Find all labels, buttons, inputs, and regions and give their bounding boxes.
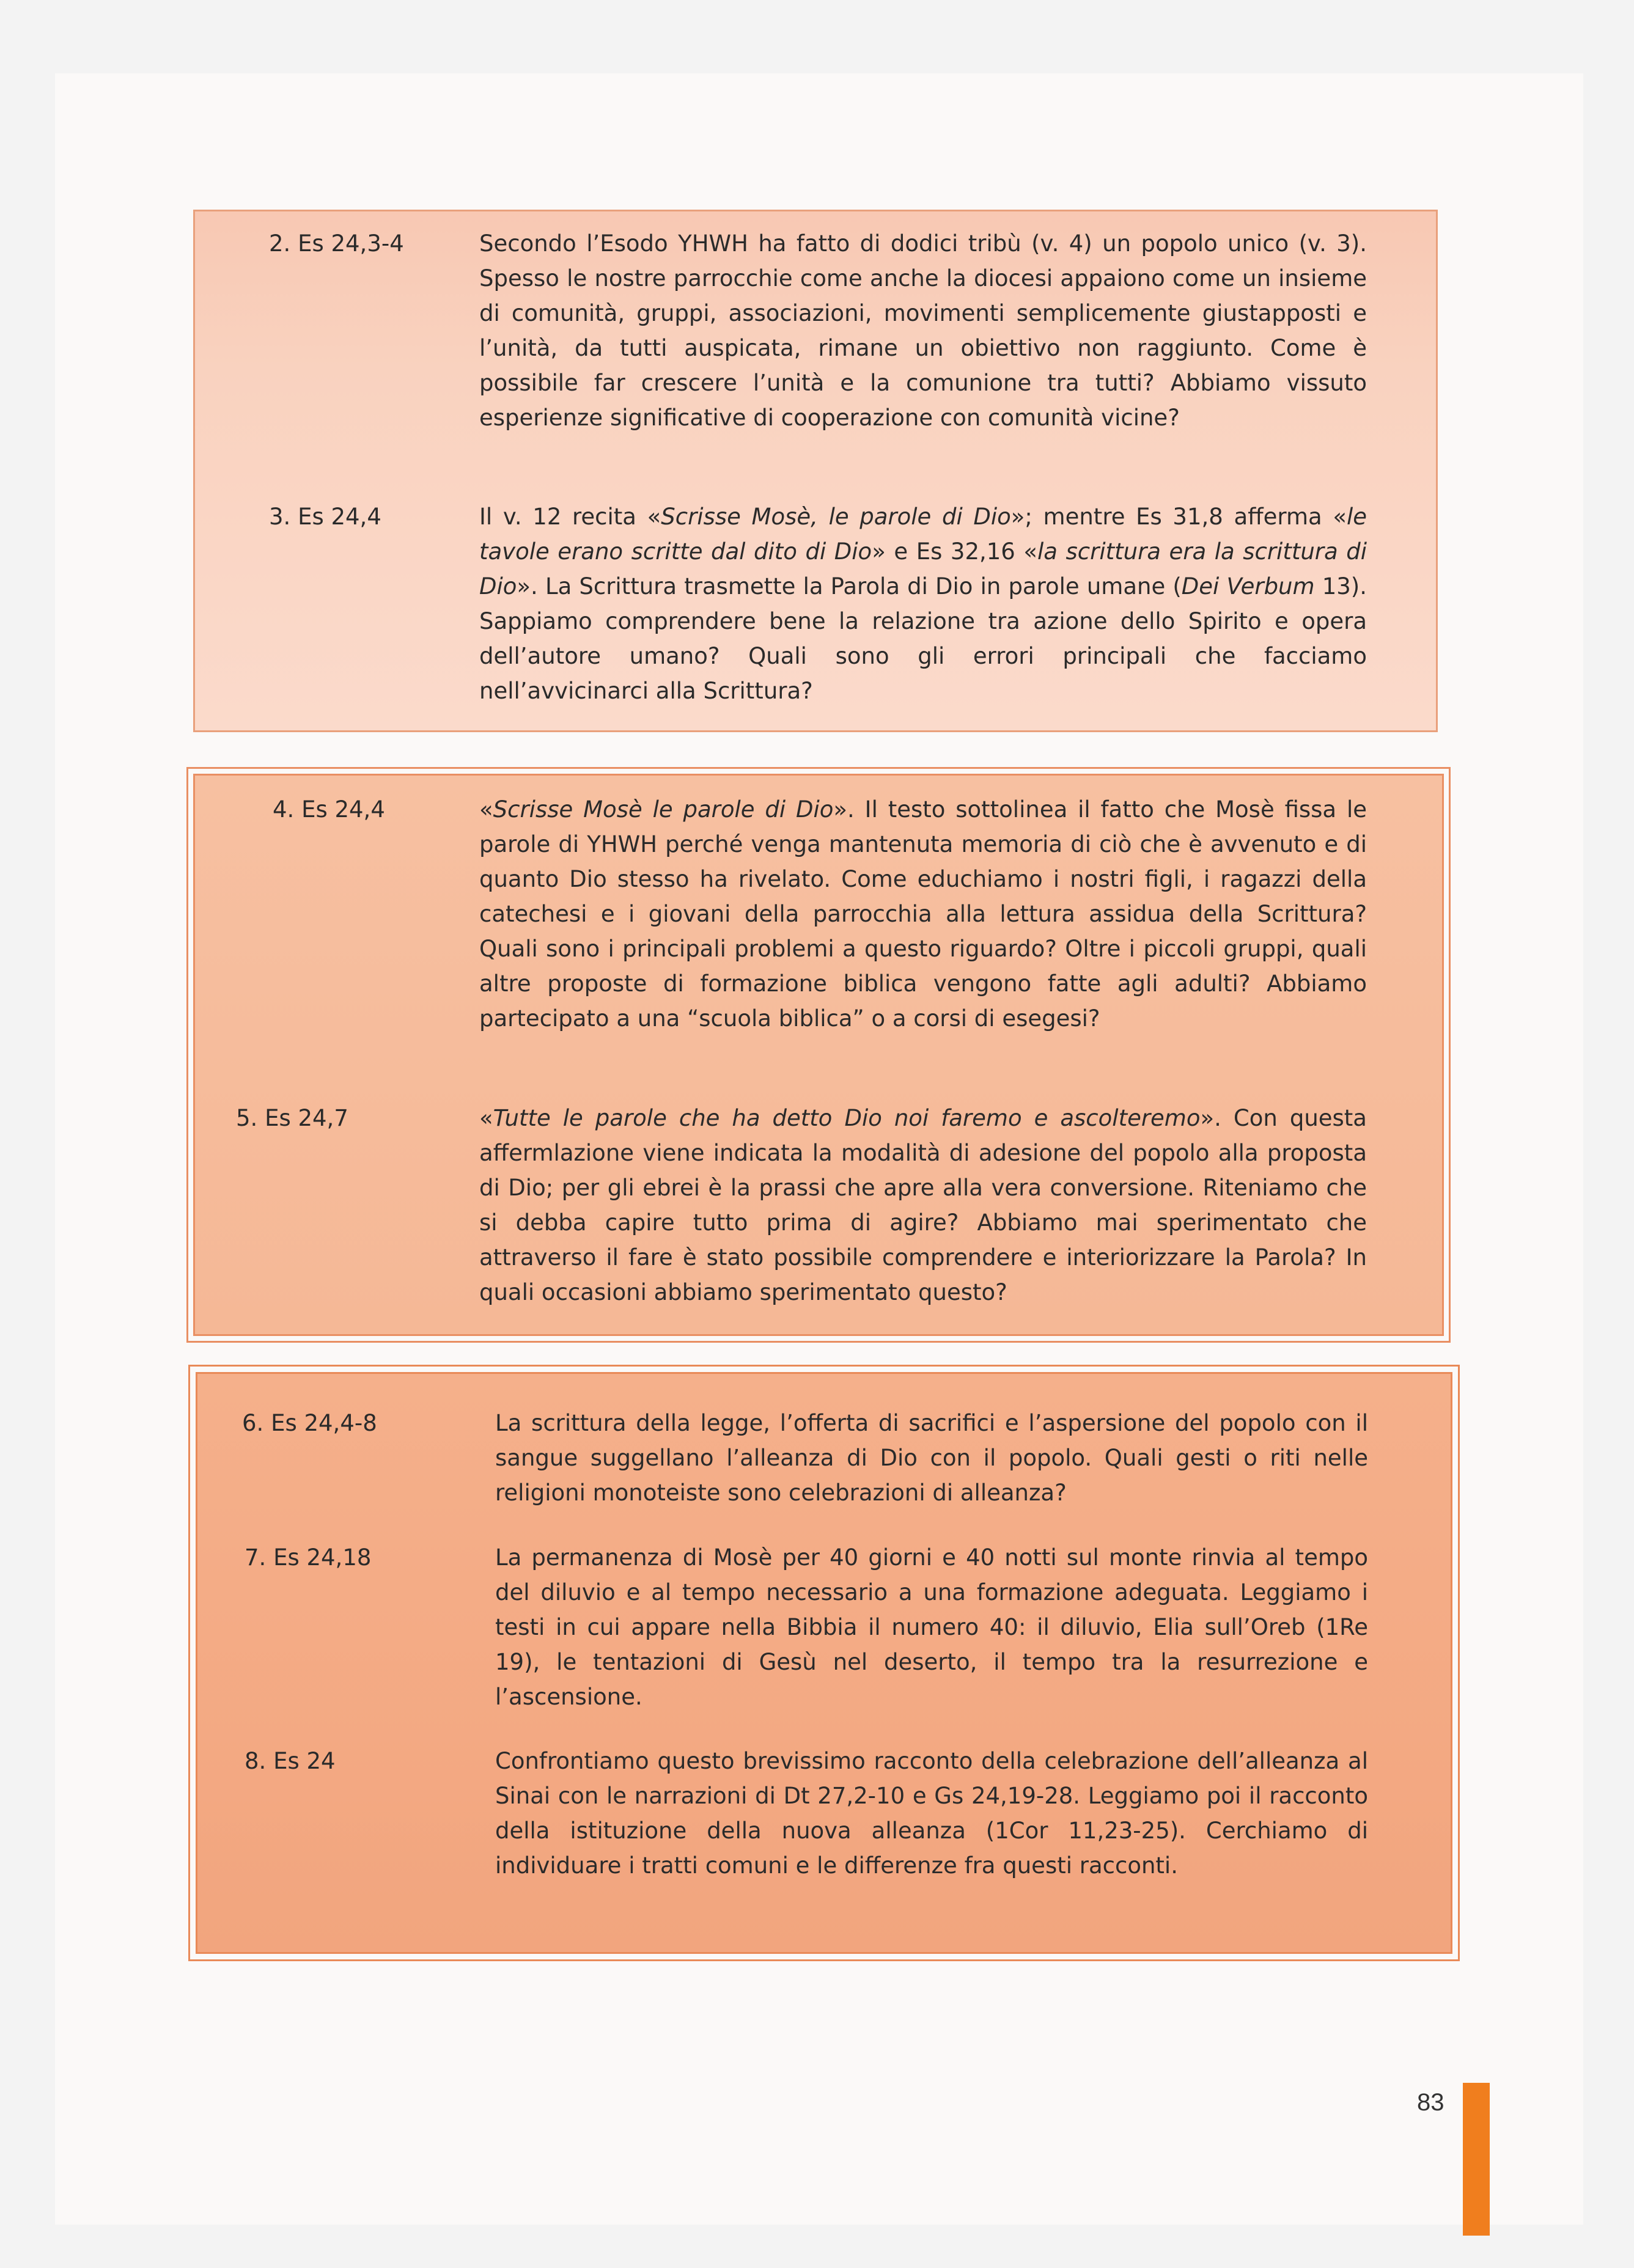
item-text <box>479 499 1367 708</box>
item-label: 2. Es 24,3-4 <box>269 230 404 257</box>
page-accent-bar <box>1463 2083 1490 2236</box>
item-label: 4. Es 24,4 <box>273 796 385 823</box>
italic-quote: Tutte le parole che ha detto Dio noi faremo e ascolteremo <box>493 1105 1201 1131</box>
text-run: « <box>479 796 493 823</box>
text-run: » e Es 32,16 « <box>872 538 1038 565</box>
item-text <box>479 1101 1367 1310</box>
italic-quote: Scrisse Mosè, le parole di Dio <box>661 504 1011 530</box>
italic-quote: Dei Verbum <box>1181 573 1315 600</box>
item-text: Secondo l’Esodo YHWH ha fatto di dodici tribù (v. 4) un popolo unico (v. 3). Spesso le nostre parrocchie come anche la diocesi appaiono come un insieme di comunità, gruppi, associazioni, movimenti semplicemente giustapposti e l’unità, da tutti auspicata, rimane un obiettivo non raggiunto. Come è possibile far crescere l’unità e la comunione tra tutti? Abbiamo vissuto esperienze significative di cooperazione con comunità vicine? <box>479 230 1367 431</box>
text-run: ». Il testo sottolinea il fatto che Mosè fissa le parole di YHWH perché venga mantenuta memoria di ciò che è avvenuto e di quanto Dio stesso ha rivelato. Come educhiamo i nostri figli, i ragazzi della catechesi e i giovani della parrocchia alla lettura assidua della Scrittura? Quali sono i principali problemi a questo riguardo? Oltre i piccoli gruppi, quali altre proposte di formazione biblica vengono fatte agli adulti? Abbiamo partecipato a una “scuola biblica” o a corsi di esegesi? <box>479 796 1367 1032</box>
text-run: ». Con questa affermlazione viene indicata la modalità di adesione del popolo alla proposta di Dio; per gli ebrei è la prassi che apre alla vera conversione. Riteniamo che si debba capire tutto prima di agire? Abbiamo mai sperimentato che attraverso il fare è stato possibile comprendere e interiorizzare la Parola? In quali occasioni abbiamo sperimentato questo? <box>479 1105 1367 1305</box>
text-run: ». La Scrittura trasmette la Parola di Dio in parole umane ( <box>517 573 1182 600</box>
item-label: 8. Es 24 <box>245 1748 336 1774</box>
item-text <box>479 792 1367 1036</box>
page-number: 83 <box>1417 2089 1444 2116</box>
item-text: La permanenza di Mosè per 40 giorni e 40 notti sul monte rinvia al tempo del diluvio e al tempo necessario a una formazione adeguata. Leggiamo i testi in cui appare nella Bibbia il numero 40: il diluvio, Elia sull’Oreb (1Re 19), le tentazioni di Gesù nel deserto, il tempo tra la resurrezione e l’ascensione. <box>495 1544 1368 1710</box>
item-label: 7. Es 24,18 <box>245 1544 372 1571</box>
item-label: 3. Es 24,4 <box>269 504 381 530</box>
italic-quote: le tavole erano scritte dal dito di Dio <box>479 504 1367 565</box>
text-run: 13). Sappiamo comprendere bene la relazione tra azione dello Spirito e opera dell’autore umano? Quali sono gli errori principali che facciamo nell’avvicinarci alla Scrittura? <box>479 573 1367 704</box>
italic-quote: Scrisse Mosè le parole di Dio <box>493 796 834 823</box>
item-text: La scrittura della legge, l’offerta di sacrifici e l’aspersione del popolo con il sangue suggellano l’alleanza di Dio con il popolo. Quali gesti o riti nelle religioni monoteiste sono celebrazioni di alleanza? <box>495 1410 1368 1506</box>
text-run: »; mentre Es 31,8 afferma « <box>1010 504 1347 530</box>
italic-quote: la scrittura era la scrittura di Dio <box>479 538 1367 600</box>
item-text: Confrontiamo questo brevissimo racconto della celebrazione dell’alleanza al Sinai con le narrazioni di Dt 27,2-10 e Gs 24,19-28. Leggiamo poi il racconto della istituzione della nuova alleanza (1Cor 11,23-25). Cerchiamo di individuare i tratti comuni e le differenze fra questi racconti. <box>495 1748 1368 1879</box>
text-run: Il v. 12 recita « <box>479 504 661 530</box>
item-label: 5. Es 24,7 <box>236 1105 348 1131</box>
text-run: « <box>479 1105 493 1131</box>
item-label: 6. Es 24,4-8 <box>242 1410 377 1436</box>
